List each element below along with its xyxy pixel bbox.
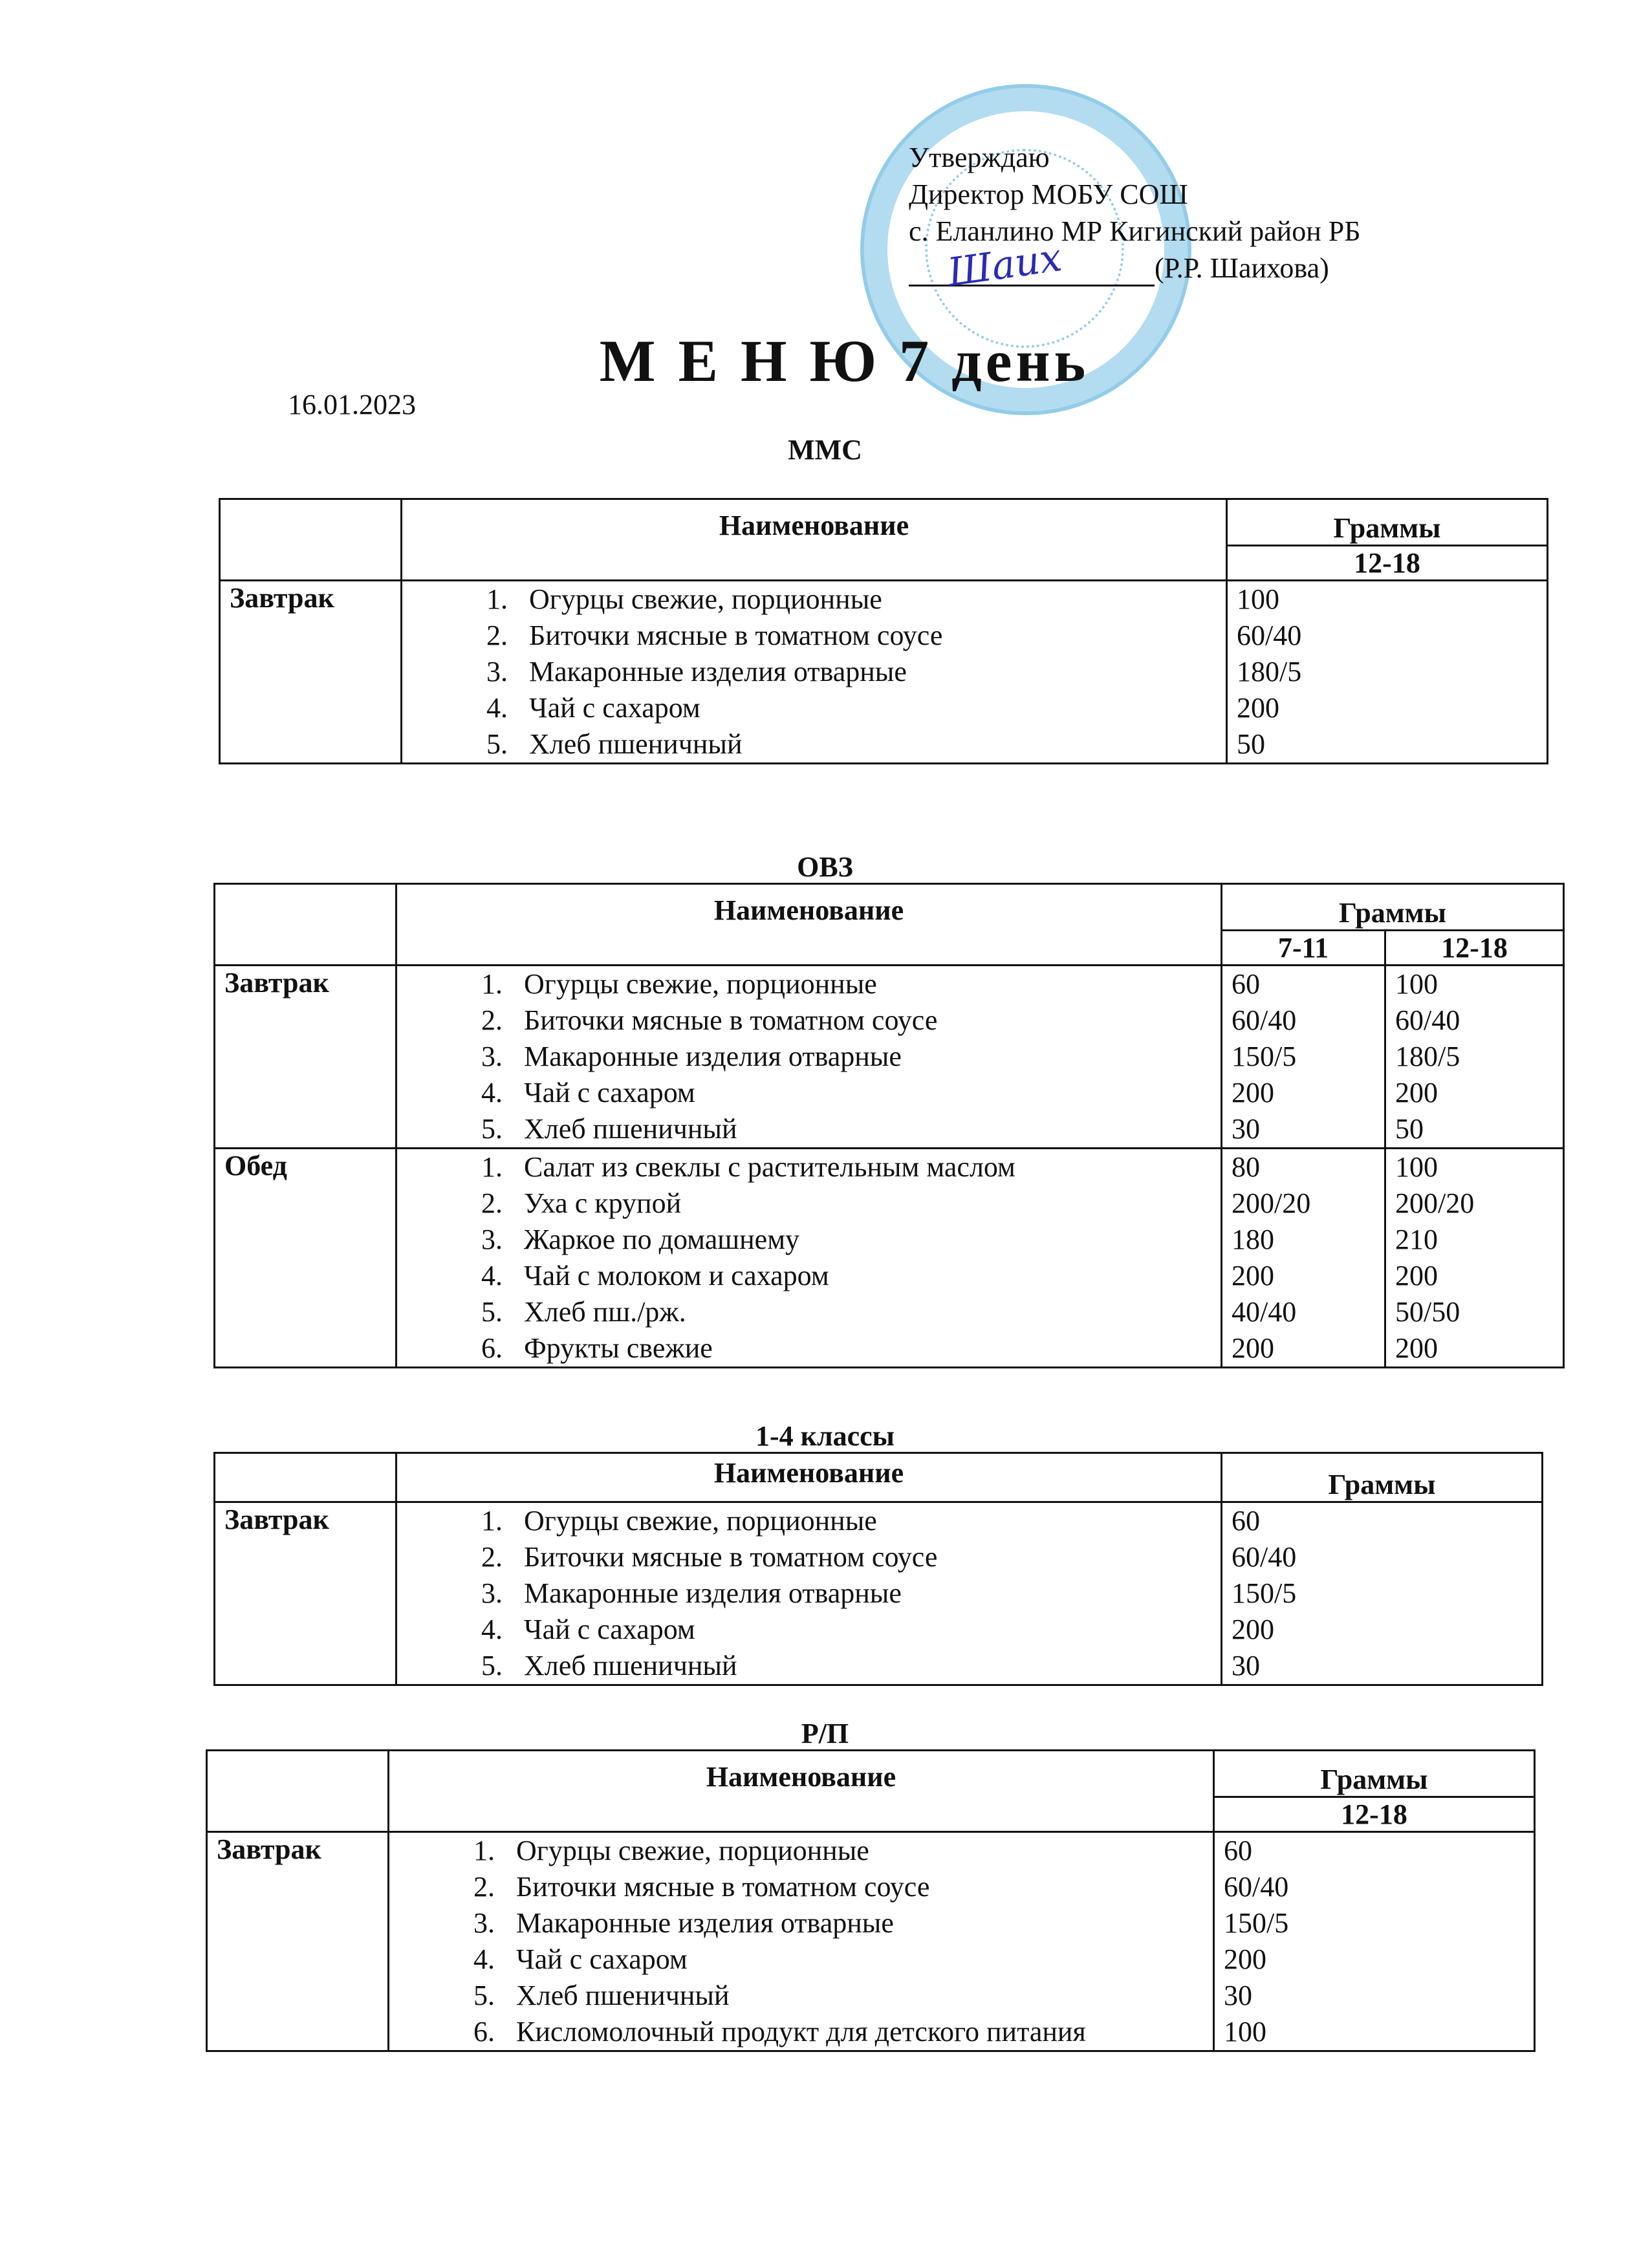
grams-value: 40/40 [1232,1296,1297,1328]
grams-value: 200 [1232,1077,1274,1108]
dish-item: 2. Биточки мясные в томатном соусе [502,1869,1204,1905]
grams-value: 100 [1395,968,1438,1000]
age-group-header: 12-18 [1385,931,1564,966]
grams-value: 210 [1395,1224,1438,1255]
dish-item: 5. Хлеб пш./рж. [510,1294,1211,1330]
grams-column-header: Граммы [1222,1453,1543,1502]
approval-line-2: Директор МОБУ СОШ [909,178,1188,210]
name-column-header: Наименование [396,1453,1222,1502]
signature-line [909,235,1155,296]
dish-item: 5. Хлеб пшеничный [515,726,1217,762]
meal-row [215,1502,1543,1685]
dish-item: 6. Фрукты свежие [510,1330,1211,1366]
grams-value: 60/40 [1395,1004,1460,1036]
dish-item: 3. Макаронные изделия отварные [510,1039,1211,1075]
dish-item: 2. Биточки мясные в томатном соусе [510,1539,1211,1575]
meal-row [215,1149,1564,1368]
grams-value: 100 [1224,2016,1266,2047]
meal-name: Завтрак [215,1502,396,1685]
menu-table [213,883,1565,1368]
header-row [207,1751,1535,1797]
grams-value: 150/5 [1232,1577,1297,1609]
meal-row [220,581,1548,764]
meal-header-blank [215,884,396,966]
section-title: ОВЗ [797,851,853,883]
name-column-header: Наименование [396,884,1222,966]
grams-value: 60/40 [1232,1004,1297,1036]
grams-column-header: Граммы [1227,499,1548,546]
menu-table [219,498,1548,764]
grams-value: 50 [1237,728,1265,760]
dish-item: 1. Огурцы свежие, порционные [515,581,1217,618]
dish-list [398,1833,1204,2050]
grams-value: 60 [1232,1505,1260,1537]
meal-row [215,966,1564,1149]
dish-item: 5. Хлеб пшеничный [502,1978,1204,2014]
approval-block [909,139,1361,296]
grams-value: 200 [1395,1077,1438,1108]
header-row [215,884,1564,931]
meal-items [396,1149,1222,1368]
grams-value: 150/5 [1224,1907,1289,1939]
approval-line-3: с. Еланлино МР Кигинский район РБ [909,215,1361,247]
signatory-name: (Р.Р. Шаихова) [1155,252,1329,284]
meal-header-blank [215,1453,396,1502]
meal-header-blank [207,1751,389,1832]
dish-item: 4. Чай с сахаром [515,690,1217,726]
signature-row [909,235,1360,296]
dish-item: 4. Чай с сахаром [502,1941,1204,1978]
dish-item: 3. Макаронные изделия отварные [502,1905,1204,1941]
grams-value: 150/5 [1232,1041,1297,1072]
grams-value: 60/40 [1224,1871,1289,1903]
grams-value: 60 [1232,968,1260,1000]
grams-value: 200/20 [1395,1187,1475,1219]
name-column-header: Наименование [389,1751,1214,1832]
grams-value: 60 [1224,1835,1252,1866]
age-group-header: 12-18 [1227,546,1548,581]
meal-items [402,581,1227,764]
dish-list [406,966,1211,1147]
grams-value: 30 [1232,1113,1260,1145]
meal-row [207,1832,1535,2051]
grams-value: 200 [1232,1332,1274,1364]
page-title: М Е Н Ю 7 день [599,328,1090,394]
header-row [215,1453,1543,1502]
dish-item: 4. Чай с сахаром [510,1075,1211,1111]
dish-item: 3. Макаронные изделия отварные [515,654,1217,690]
grams-cell [1385,1149,1564,1368]
grams-cell [1222,966,1385,1149]
section-title: 1-4 классы [755,1420,895,1452]
grams-value: 180/5 [1237,656,1302,687]
meal-header-blank [220,499,402,581]
age-group-header: 12-18 [1214,1797,1535,1832]
dish-list [406,1503,1211,1684]
dish-item: 4. Чай с сахаром [510,1612,1211,1648]
grams-cell [1227,581,1548,764]
grams-value: 200/20 [1232,1187,1311,1219]
grams-value: 60/40 [1237,620,1302,651]
grams-value: 200 [1232,1614,1274,1645]
grams-value: 50/50 [1395,1296,1460,1328]
grams-column-header: Граммы [1222,884,1564,931]
dish-item: 1. Салат из свеклы с растительным маслом [510,1149,1211,1185]
dish-item: 6. Кисломолочный продукт для детского питания [502,2014,1204,2050]
grams-value: 200 [1224,1943,1266,1975]
meal-name: Завтрак [215,966,396,1149]
dish-item: 2. Биточки мясные в томатном соусе [510,1002,1211,1039]
grams-value: 50 [1395,1113,1424,1145]
dish-item: 2. Биточки мясные в томатном соусе [515,618,1217,654]
meal-name: Завтрак [220,581,402,764]
section-title: ММС [788,434,862,466]
name-column-header: Наименование [402,499,1227,581]
grams-value: 60/40 [1232,1541,1297,1573]
grams-column-header: Граммы [1214,1751,1535,1797]
meal-items [396,1502,1222,1685]
grams-cell [1222,1149,1385,1368]
meal-items [389,1832,1214,2051]
dish-item: 3. Макаронные изделия отварные [510,1575,1211,1612]
grams-value: 80 [1232,1151,1260,1183]
grams-value: 30 [1224,1980,1252,2011]
grams-cell [1222,1502,1543,1685]
grams-value: 100 [1237,583,1279,615]
grams-value: 200 [1232,1260,1274,1291]
header-row [220,499,1548,546]
grams-value: 100 [1395,1151,1438,1183]
dish-item: 1. Огурцы свежие, порционные [510,1503,1211,1539]
grams-value: 30 [1232,1650,1260,1681]
grams-value: 200 [1395,1260,1438,1291]
dish-item: 5. Хлеб пшеничный [510,1648,1211,1684]
age-group-header: 7-11 [1222,931,1385,966]
grams-cell [1385,966,1564,1149]
menu-date: 16.01.2023 [288,389,416,420]
dish-item: 4. Чай с молоком и сахаром [510,1258,1211,1294]
dish-item: 1. Огурцы свежие, порционные [502,1833,1204,1869]
signature-mark: Шаих [944,235,1065,296]
menu-table [206,1749,1536,2052]
grams-value: 200 [1237,692,1279,724]
grams-cell [1214,1832,1535,2051]
meal-items [396,966,1222,1149]
grams-value: 180 [1232,1224,1274,1255]
menu-table [213,1452,1543,1686]
section-title: Р/П [801,1718,849,1749]
dish-item: 3. Жаркое по домашнему [510,1222,1211,1258]
dish-item: 2. Уха с крупой [510,1185,1211,1222]
grams-value: 180/5 [1395,1041,1460,1072]
meal-name: Завтрак [207,1832,389,2051]
approval-line-1: Утверждаю [909,142,1050,173]
dish-item: 1. Огурцы свежие, порционные [510,966,1211,1002]
dish-list [411,581,1217,762]
dish-item: 5. Хлеб пшеничный [510,1111,1211,1147]
dish-list [406,1149,1211,1366]
grams-value: 200 [1395,1332,1438,1364]
meal-name: Обед [215,1149,396,1368]
